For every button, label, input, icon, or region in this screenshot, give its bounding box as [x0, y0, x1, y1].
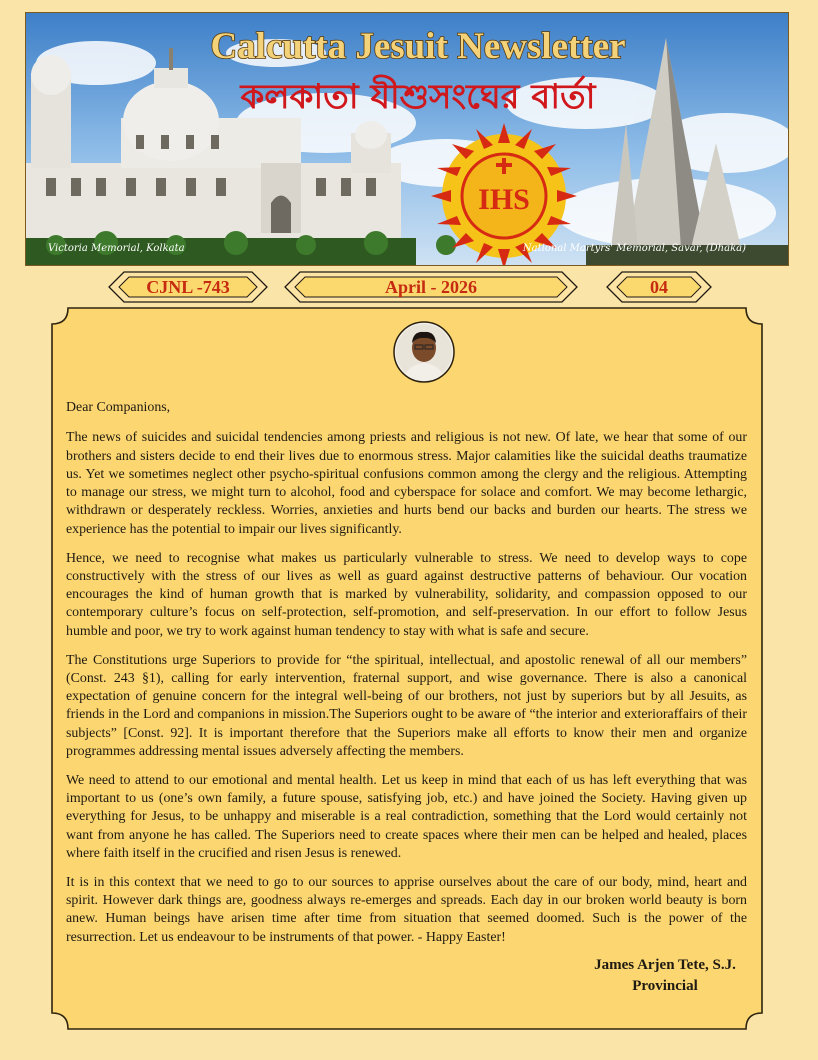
letter-paragraph: It is in this context that we need to go to our sources to apprise ourselves about the care of our body, mind, heart and spirit. However dark things are, goodness always re-emerges and spreads. Each day in our broken world beauty is born anew. Human beings have arisen time after time from situation that seemed doomed. Such is the power of the resurrection. Let us endeavour to be instruments of that power. - Happy Easter!: [66, 874, 747, 945]
banner-illustration: [26, 13, 789, 266]
newsletter-title-bengali: কলকাতা যীশুসংঘের বার্তা: [240, 77, 596, 117]
ihs-emblem-text: IHS: [478, 183, 530, 216]
letter-paragraph: The news of suicides and suicidal tendencies among priests and religious is not new. Of late, we hear that some of our brothers and sisters decide to end their lives due to enormous stress. Major calamities like the suicidal deaths traumatize us. Yet we sometimes neglect other psycho-spiritual confusions common among the clergy and the religious. Attempting to manage our stress, we might turn to alcohol, food and cyberspace for solace and comfort. We may become lethargic, withdrawn or desperately reckless. Worries, anxieties and hurts bend our backs and burden our hearts. The stress we experience has the potential to impair our lives significantly.: [66, 430, 747, 537]
signature-title: Provincial: [632, 978, 698, 994]
page-number: 04: [650, 277, 668, 297]
newsletter-title: Calcutta Jesuit Newsletter: [210, 26, 626, 67]
letter-paragraph: We need to attend to our emotional and mental health. Let us keep in mind that each of us has left everything that was important to us (one’s own family, a future spouse, satisfying job, etc.) and have joined the Society. Having given up everything for Jesus, to be unhappy and miserable is a real contradiction, something that the Lord would certainly not want from anyone he has called. The Superiors need to create spaces where their men can be helped and healed, places where faith itself in the crucified and risen Jesus is renewed.: [66, 772, 747, 862]
author-portrait: [393, 321, 455, 383]
issue-number: CJNL -743: [146, 277, 230, 297]
issue-date: April - 2026: [385, 277, 477, 297]
letter-paragraph: The Constitutions urge Superiors to provide for “the spiritual, intellectual, and apostolic renewal of all our members” (Const. 243 §1), calling for early intervention, fraternal support, and wise governance. There is also a canonical expectation of genuine concern for the integral well-being of our brothers, not just by superiors but by all Jesuits, as friends in the Lord and companions in mission.The Superiors ought to be aware of “the interior and exterioraffairs of their subjects” [Const. 92]. It is important therefore that the Superiors make all efforts to know their men and organize programmes addressing mental issues adversely affecting the members.: [66, 652, 747, 760]
page-number-badge: [606, 271, 712, 303]
issue-date-badge: [284, 271, 578, 303]
header-banner: [25, 12, 789, 266]
letter-greeting: Dear Companions,: [66, 400, 171, 415]
signature-block: [560, 955, 770, 997]
letter-paragraph: Hence, we need to recognise what makes us particularly vulnerable to stress. We need to develop ways to cope constructively with the stress of our lives as well as guard against destructive patterns of behaviour. Our vocation encourages the kind of human growth that is marked by vulnerability, solidarity, and compassion opposed to our contemporary culture’s focus on self-protection, self-promotion, and self-preservation. In our effort to follow Jesus humble and poor, we try to work against human tendency to stay with what is safe and secure.: [66, 550, 747, 639]
letter-body: [66, 399, 747, 958]
caption-left: Victoria Memorial, Kolkata: [48, 243, 185, 254]
issue-number-badge: [108, 271, 268, 303]
signature-name: James Arjen Tete, S.J.: [594, 957, 736, 973]
caption-right: National Martyrs' Memorial, Savar, (Dhaka): [522, 243, 746, 254]
avatar: [393, 321, 455, 383]
